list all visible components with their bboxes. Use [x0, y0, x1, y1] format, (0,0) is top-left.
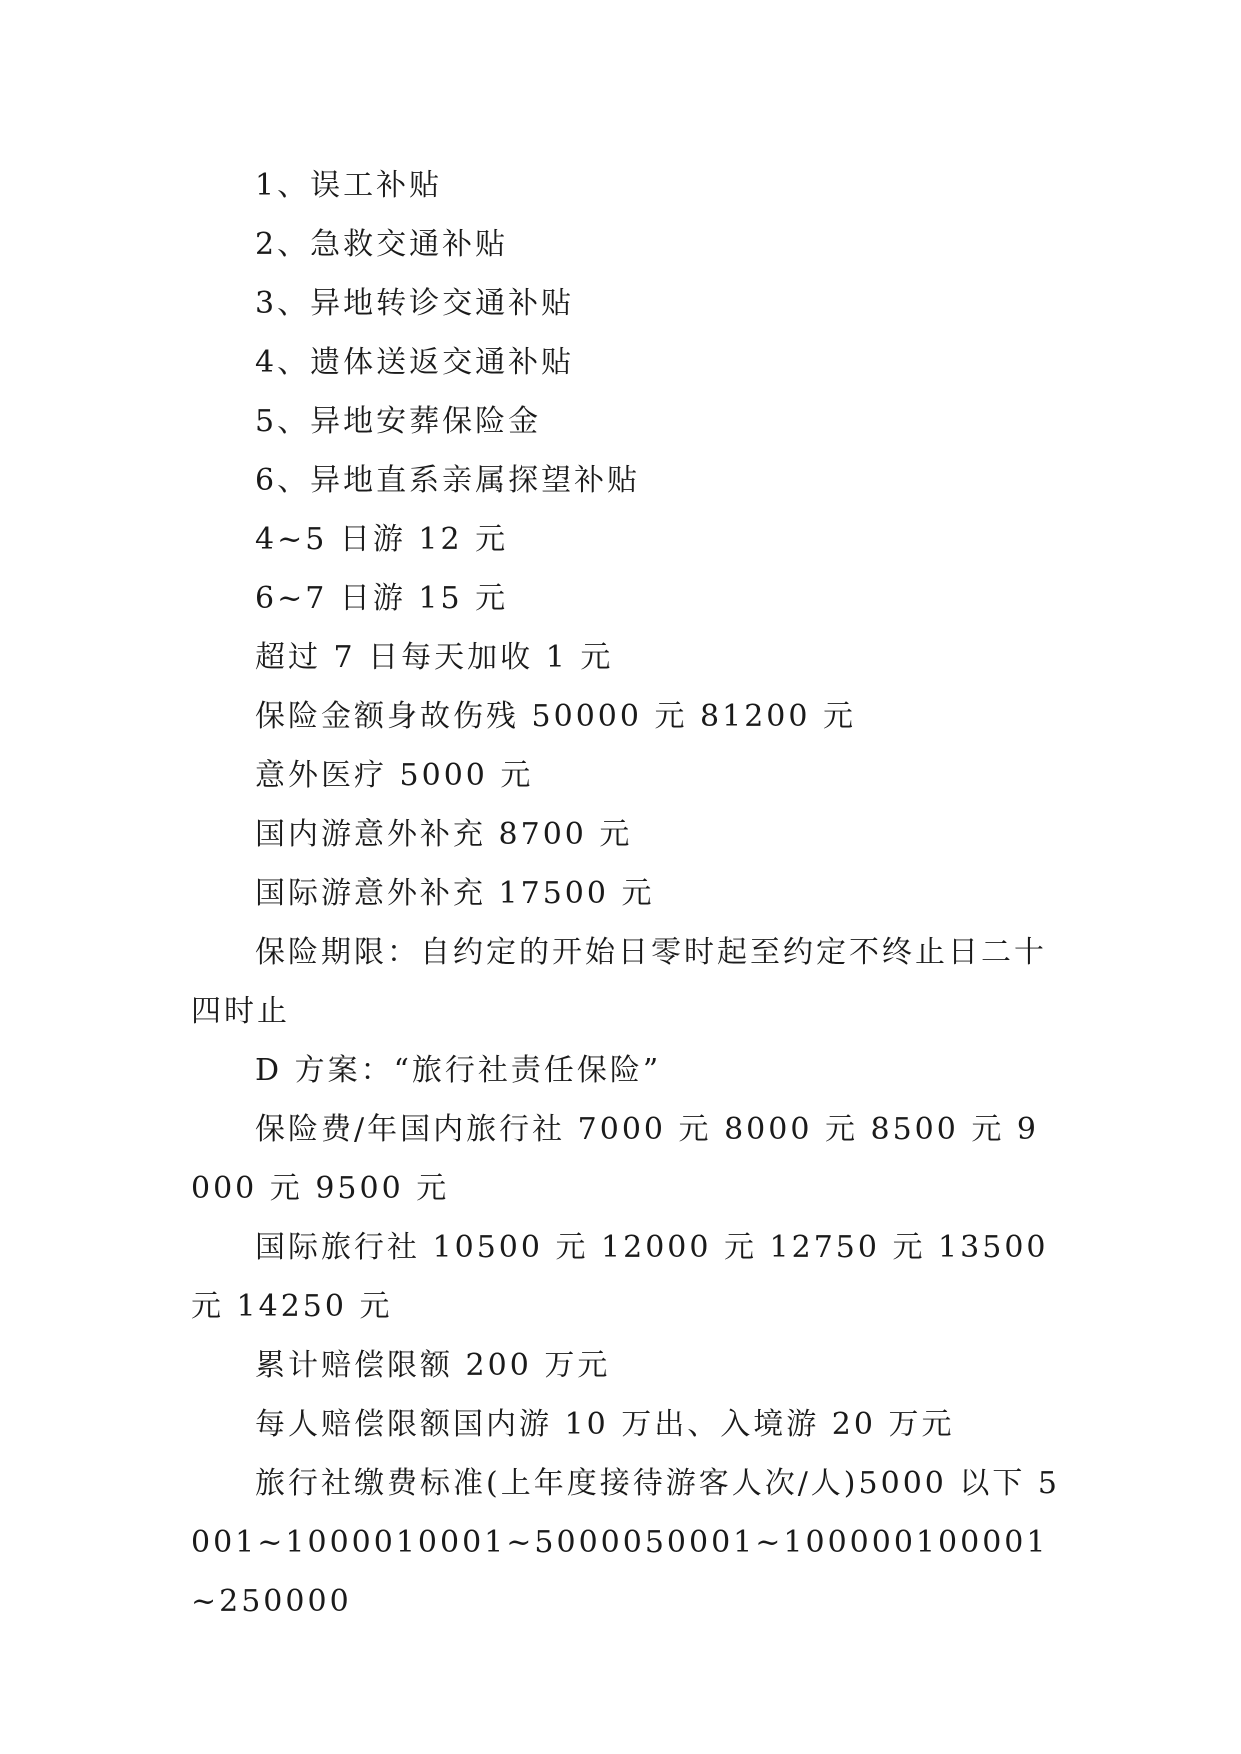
paragraph-fee-standard: 旅行社缴费标准(上年度接待游客人次/人)5000 以下 5001~1000010001~5000050001~100000100001~250000: [191, 1466, 1061, 1619]
paragraph-price-4-5-days: 4~5 日游 12 元: [255, 522, 509, 557]
document-body: [191, 156, 1061, 1631]
paragraph-cumulative-limit: 累计赔偿限额 200 万元: [255, 1348, 611, 1383]
paragraph-international-supplement: 国际游意外补充 17500 元: [255, 876, 655, 911]
paragraph-item-5: 5、异地安葬保险金: [255, 404, 542, 439]
paragraph-insured-amount: 保险金额身故伤残 50000 元 81200 元: [255, 699, 857, 734]
paragraph-item-2: 2、急救交通补贴: [255, 227, 509, 262]
paragraph-item-4: 4、遗体送返交通补贴: [255, 345, 575, 380]
paragraph-item-1: 1、误工补贴: [255, 168, 443, 203]
paragraph-extra-day-fee: 超过 7 日每天加收 1 元: [255, 640, 614, 675]
paragraph-medical: 意外医疗 5000 元: [255, 758, 534, 793]
paragraph-domestic-supplement: 国内游意外补充 8700 元: [255, 817, 633, 852]
paragraph-insurance-period: 保险期限：自约定的开始日零时起至约定不终止日二十四时止: [191, 935, 1047, 1029]
paragraph-plan-d-heading: D 方案：“旅行社责任保险”: [255, 1053, 662, 1088]
paragraph-international-agency-premium: 国际旅行社 10500 元 12000 元 12750 元 13500 元 14250 元: [191, 1230, 1049, 1324]
paragraph-per-person-limit: 每人赔偿限额国内游 10 万出、入境游 20 万元: [255, 1407, 955, 1442]
paragraph-price-6-7-days: 6~7 日游 15 元: [255, 581, 509, 616]
paragraph-item-6: 6、异地直系亲属探望补贴: [255, 463, 641, 498]
paragraph-domestic-agency-premium: 保险费/年国内旅行社 7000 元 8000 元 8500 元 9000 元 9500 元: [191, 1112, 1039, 1206]
paragraph-item-3: 3、异地转诊交通补贴: [255, 286, 575, 321]
